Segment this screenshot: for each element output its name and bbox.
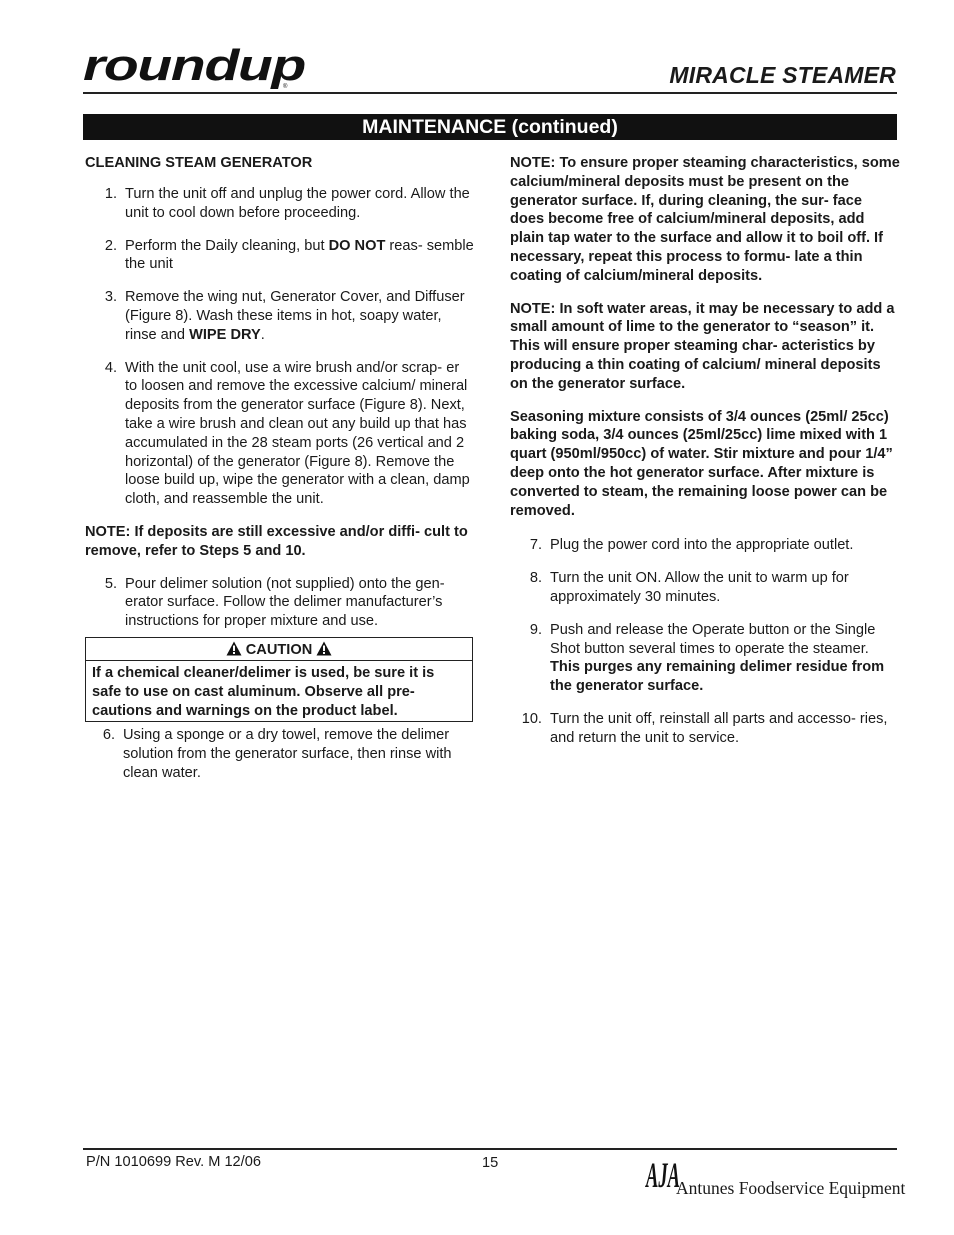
step-text (550, 621, 900, 696)
antunes-logo-mark: AJA (644, 1155, 680, 1195)
step-text-part: reas- semble the unit (125, 237, 474, 273)
header-divider (83, 92, 897, 94)
step-text: Plug the power cord into the appropriate outlet. (550, 537, 854, 554)
note-paragraph: NOTE: To ensure proper steaming characteristics, some calcium/mineral deposits must be present on the generator surface. If, during cleaning, the sur- face does become free of calcium/mineral deposits, add plain tap water to the surface and allow it to boil off. If necessary, repeat this process to formu- late a thin coating of calcium/mineral deposits. (510, 155, 900, 284)
step-number: 7. (529, 537, 542, 554)
step-emphasis: This purges any remaining delimer residue from the generator surface. (550, 659, 885, 695)
step-text: With the unit cool, use a wire brush and/or scrap- er to loosen and remove the excessive calcium/ mineral deposits from the generator surface (Figure 8). Next, take a wire brush and clean out any build up that has accumulated in the 28 steam ports (26 vertical and 2 horizontal) of the generator (Figure 8). Remove the loose build up, wipe the generator with a clean, damp cloth, and reassemble the unit. (125, 359, 470, 508)
caution-text: If a chemical cleaner/delimer is used, be sure it is safe to use on cast aluminum. Observe all pre- cautions and warnings on the product label. (92, 664, 435, 719)
step-number: 9. (529, 621, 542, 638)
step-number: 8. (529, 570, 542, 587)
step-text: Turn the unit ON. Allow the unit to warm up for approximately 30 minutes. (550, 570, 849, 605)
step-text-part: Push and release the Operate button or the Single Shot button several times to operate the steamer. (550, 621, 876, 657)
list-item (510, 536, 900, 555)
step-emphasis: DO NOT (328, 237, 386, 254)
roundup-logo-text: roundup (83, 41, 306, 90)
part-number: P/N 1010699 Rev. M 12/06 (86, 1154, 261, 1170)
step-text: Pour delimer solution (not supplied) onto the gen- erator surface. Follow the delimer manufacturer’s instructions for proper mixture and use. (125, 575, 445, 630)
section-title-bar (83, 114, 897, 140)
warning-triangle-icon (316, 641, 332, 656)
step-text: Turn the unit off and unplug the power cord. Allow the unit to cool down before proceeding. (125, 186, 470, 221)
step-number: 3. (104, 289, 117, 306)
right-column (510, 154, 900, 762)
list-item (510, 569, 900, 607)
list-item (85, 359, 475, 509)
step-number: 5. (104, 575, 117, 592)
svg-text:®: ® (283, 84, 288, 90)
roundup-logo (83, 41, 313, 90)
step-number: 1. (104, 186, 117, 202)
list-item (510, 621, 900, 696)
step-number: 2. (104, 237, 117, 254)
step-emphasis: WIPE DRY (189, 326, 261, 343)
caution-header (86, 638, 472, 661)
section-title: MAINTENANCE (continued) (362, 116, 618, 138)
list-item (85, 185, 475, 223)
step-text (125, 237, 475, 275)
step-number: 10. (521, 710, 542, 727)
list-item (85, 726, 475, 782)
document-title: MIRACLE STEAMER (669, 62, 896, 88)
note-paragraph: NOTE: If deposits are still excessive and/or diffi- cult to remove, refer to Steps 5 and 10. (85, 523, 468, 559)
footer-divider (83, 1148, 897, 1150)
left-column (85, 154, 475, 797)
step-number: 6. (102, 727, 115, 744)
seasoning-paragraph: Seasoning mixture consists of 3/4 ounces (25ml/ 25cc) baking soda, 3/4 ounces (25ml/25cc) lime mixed with 1 quart (950ml/950cc) of water. Stir mixture and pour 1/4” deep onto the hot generator surface. After mixture is converted to steam, the remaining loose power can be removed. (510, 408, 893, 519)
step-text-part: Perform the Daily cleaning, but (125, 237, 329, 254)
list-item (510, 710, 900, 748)
warning-triangle-icon (226, 641, 242, 656)
step-number: 4. (104, 359, 117, 376)
list-item (85, 575, 475, 631)
company-name: Antunes Foodservice Equipment (676, 1178, 906, 1198)
step-text (125, 288, 475, 344)
caution-label: CAUTION (245, 641, 313, 658)
page-number: 15 (482, 1155, 499, 1171)
step-text: Using a sponge or a dry towel, remove the delimer solution from the generator surface, then rinse with clean water. (123, 727, 452, 781)
note-paragraph: NOTE: In soft water areas, it may be necessary to add a small amount of lime to the generator to “season” it. This will ensure proper steaming char- acteristics by producing a thin coating of calcium/ mineral deposits on the generator surface. (510, 300, 895, 392)
step-text-part: Remove the wing nut, Generator Cover, and Diffuser (Figure 8). Wash these items in hot, soapy water, rinse and (125, 289, 465, 343)
list-item (85, 237, 475, 275)
caution-box (85, 637, 473, 722)
subheading: CLEANING STEAM GENERATOR (85, 155, 313, 171)
step-text: Turn the unit off, reinstall all parts and accesso- ries, and return the unit to service. (550, 710, 888, 746)
list-item (85, 288, 475, 344)
step-text-part: . (260, 326, 265, 343)
